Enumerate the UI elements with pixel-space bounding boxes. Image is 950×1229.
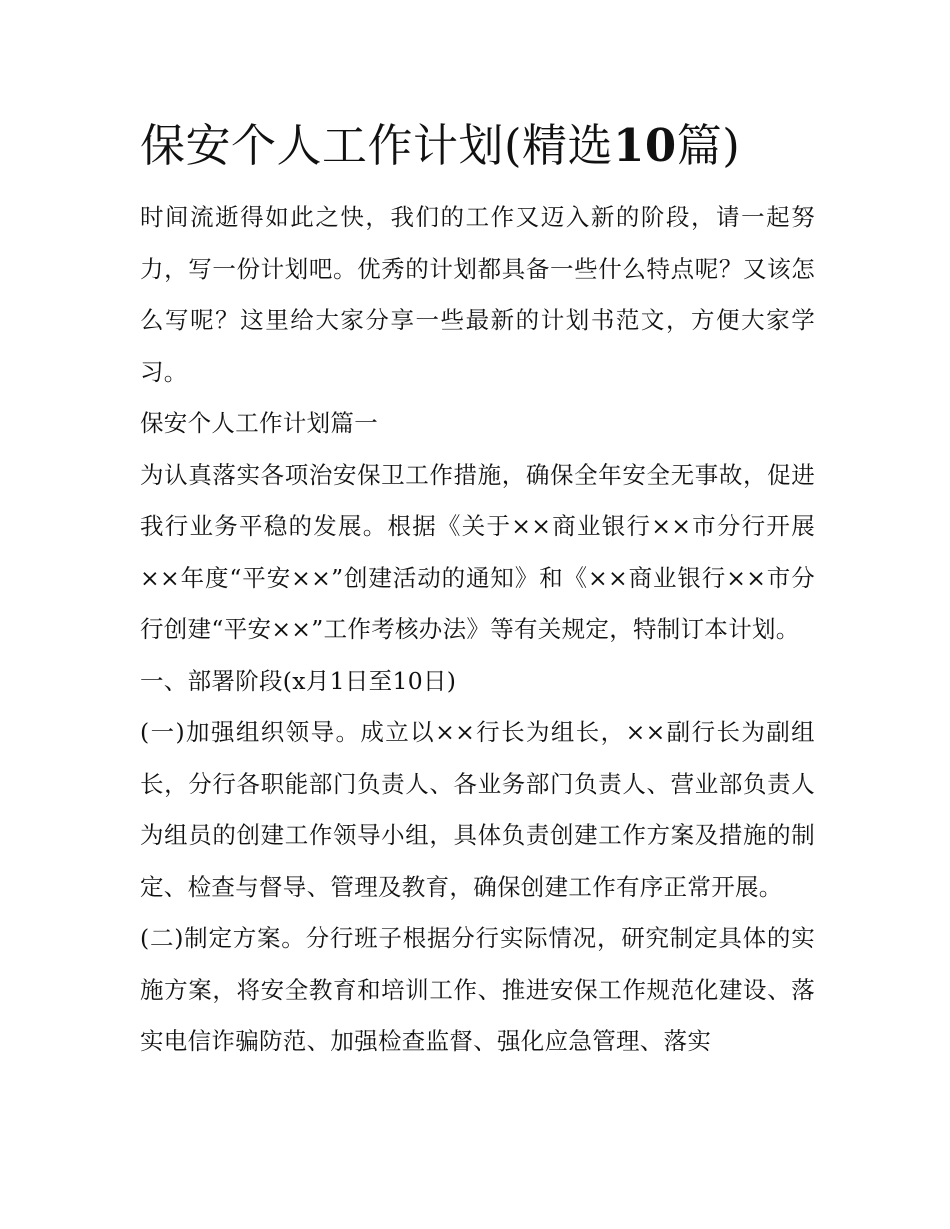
purpose-paragraph: 为认真落实各项治安保卫工作措施，确保全年安全无事故，促进我行业务平稳的发展。根据《关于××商业银行××市分行开展××年度“平安××”创建活动的通知》和《××商业银行××市分行创建“平安××”工作考核办法》等有关规定，特制订本计划。 xyxy=(140,460,815,643)
title-number: 10 xyxy=(613,119,677,172)
stage-heading-deployment: 一、部署阶段(x月1日至10日) xyxy=(140,666,457,695)
document-title: 保安个人工作计划(精选10篇) xyxy=(140,119,741,172)
plan-paragraph: (二)制定方案。分行班子根据分行实际情况，研究制定具体的实施方案，将安全教育和培训工作、推进安保工作规范化建设、落实电信诈骗防范、加强检查监督、强化应急管理、落实 xyxy=(140,924,815,1055)
organization-paragraph: (一)加强组织领导。成立以××行长为组长，××副行长为副组长，分行各职能部门负责人、各业务部门负责人、营业部负责人为组员的创建工作领导小组，具体负责创建工作方案及措施的制定、检查与督导、管理及教育，确保创建工作有序正常开展。 xyxy=(140,718,815,901)
section-heading-part-one: 保安个人工作计划篇一 xyxy=(140,409,378,437)
document-page xyxy=(140,110,815,1068)
intro-paragraph: 时间流逝得如此之快，我们的工作又迈入新的阶段，请一起努力，写一份计划吧。优秀的计划都具备一些什么特点呢？又该怎么写呢？这里给大家分享一些最新的计划书范文，方便大家学习。 xyxy=(140,203,815,386)
